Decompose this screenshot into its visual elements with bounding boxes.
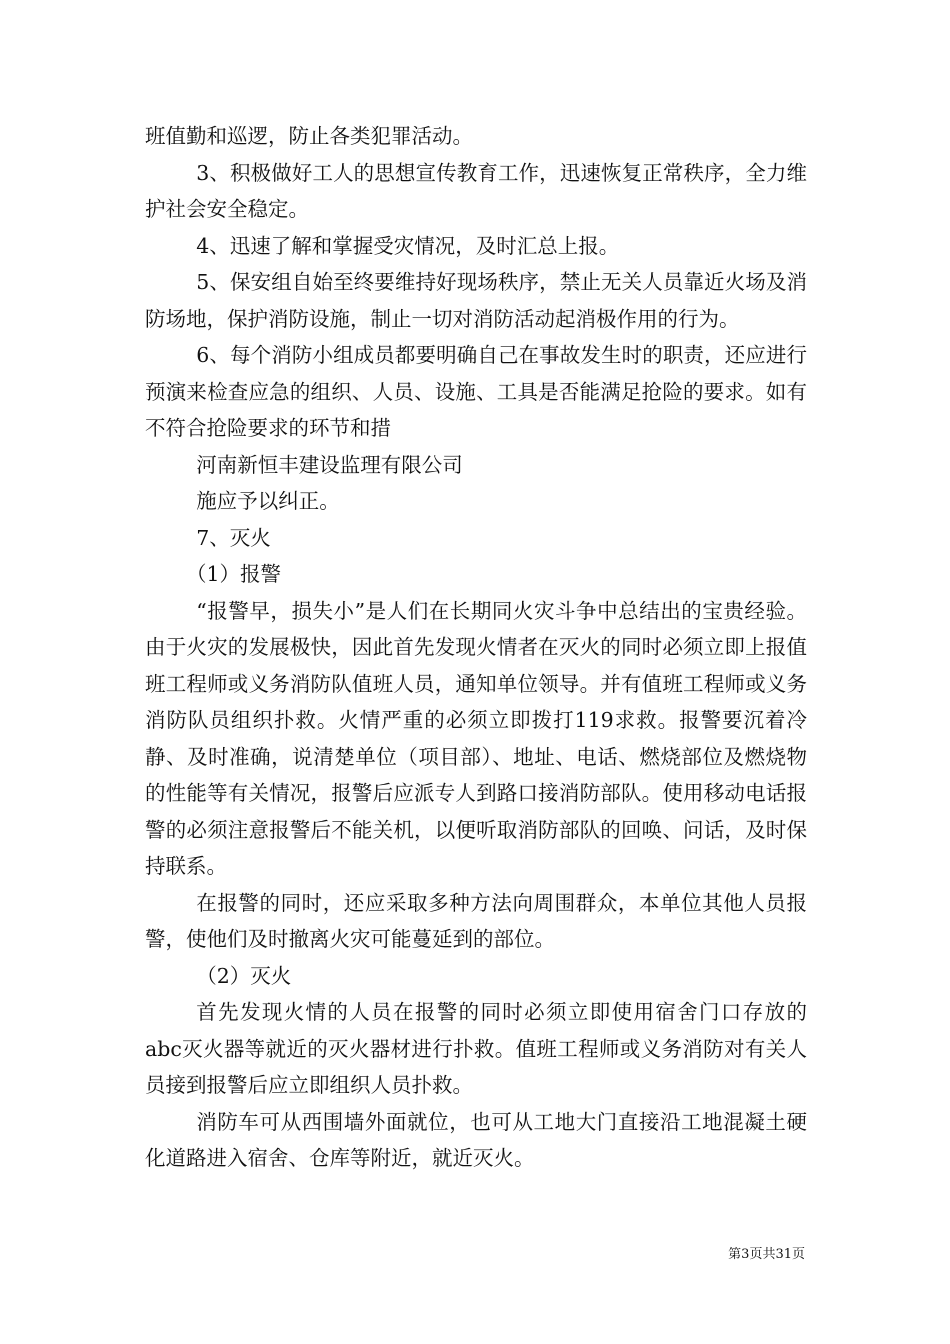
paragraph-item-6-continued: 施应予以纠正。	[196, 489, 340, 513]
subheading-alarm: （1）报警	[186, 562, 282, 586]
heading-fire-fighting: 7、灭火	[196, 525, 271, 550]
company-name-line: 河南新恒丰建设监理有限公司	[196, 452, 463, 477]
paragraph-item-6: 6、每个消防小组成员都要明确自己在事故发生时的职责，还应进行预演来检查应急的组织、人员、设施、工具是否能满足抢险的要求。如有不符合抢险要求的环节和措	[145, 343, 807, 440]
paragraph-fire-truck: 消防车可从西围墙外面就位，也可从工地大门直接沿工地混凝土硬化道路进入宿舍、仓库等附近，就近灭火。	[145, 1109, 807, 1170]
paragraph-item-4: 4、迅速了解和掌握受灾情况，及时汇总上报。	[196, 233, 620, 258]
page-number-footer: 第3页共31页	[728, 1247, 805, 1262]
paragraph-continued-patrol: 班值勤和巡逻，防止各类犯罪活动。	[145, 124, 473, 148]
paragraph-alarm-early: “报警早，损失小”是人们在长期同火灾斗争中总结出的宝贵经验。由于火灾的发展极快，因此首先发现火情者在灭火的同时必须立即上报值班工程师或义务消防队值班人员，通知单位领导。并有值班工程师或义务消防队员组织扑救。火情严重的必须立即拨打119求救。报警要沉着冷静、及时准确，说清楚单位（项目部）、地址、电话、燃烧部位及燃烧物的性能等有关情况，报警后应派专人到路口接消防部队。使用移动电话报警的必须注意报警后不能关机，以便听取消防部队的回唤、问话，及时保持联系。	[145, 598, 807, 878]
paragraph-item-5: 5、保安组自始至终要维持好现场秩序，禁止无关人员靠近火场及消防场地，保护消防设施，制止一切对消防活动起消极作用的行为。	[145, 270, 807, 331]
paragraph-item-3: 3、积极做好工人的思想宣传教育工作，迅速恢复正常秩序，全力维护社会安全稳定。	[145, 160, 807, 221]
document-body	[145, 118, 807, 1177]
subheading-extinguish: （2）灭火	[196, 963, 292, 988]
paragraph-alarm-others: 在报警的同时，还应采取多种方法向周围群众，本单位其他人员报警，使他们及时撤离火灾可能蔓延到的部位。	[145, 890, 807, 951]
paragraph-extinguish-first: 首先发现火情的人员在报警的同时必须立即使用宿舍门口存放的abc灭火器等就近的灭火器材进行扑救。值班工程师或义务消防对有关人员接到报警后应立即组织人员扑救。	[145, 1000, 807, 1097]
